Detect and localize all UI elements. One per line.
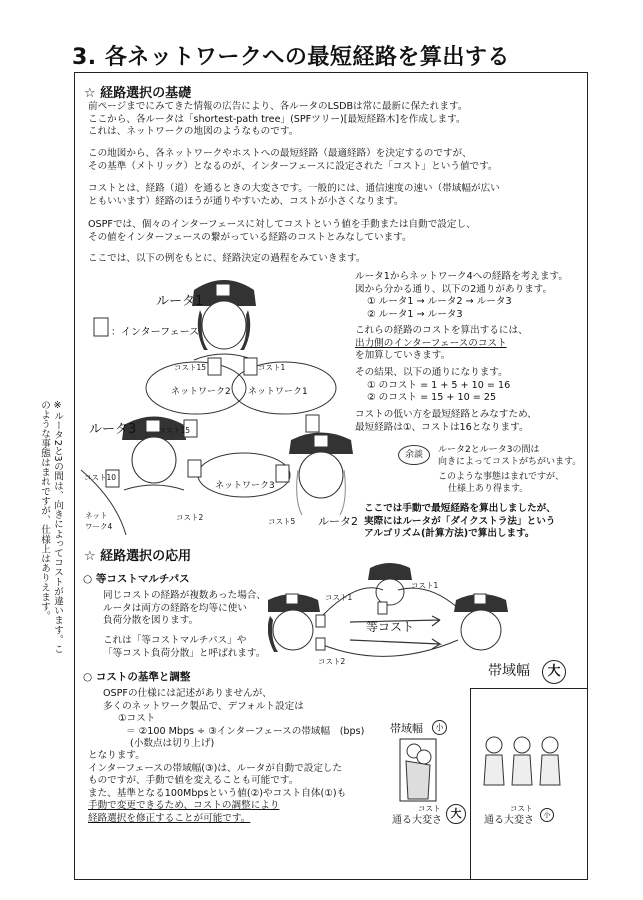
r1-interface-right	[244, 358, 257, 375]
r1-interface-left	[208, 358, 221, 375]
ecmp-cost-label-2: コスト2	[318, 657, 346, 666]
section1-heading: ☆ 経路選択の基礎	[84, 86, 192, 101]
section1-paragraph3: コストとは、経路（道）を通るときの大変さです。一般的には、通信速度の速い（帯域幅が広い ともいいます）経路のほうが通りやすいため、コストが小さくなります。	[88, 183, 500, 207]
explanation-intro: ルータ1からネットワーク4への経路を考えます。 図から分かる通り、以下の2通りがあります。 ① ルータ1 → ルータ2 → ルータ3 ② ルータ1 → ルータ3	[355, 271, 568, 320]
dijkstra-note: ここでは手動で最短経路を算出しましたが、 実際にはルータが「ダイクストラ法」という アルゴリズム(計算方法)で算出します。	[364, 503, 556, 539]
pass-difficulty-small-mark: 小	[540, 808, 554, 822]
ecmp-router-right	[454, 594, 508, 650]
section1-paragraph4: OSPFでは、個々のインターフェースに対してコストという値を手動または自動で設定し、 その値をインターフェースの繋がっている経路のコストとみなしています。	[88, 219, 476, 243]
pass-difficulty-large: 通る大変さ	[392, 815, 442, 826]
interface-legend: ：インターフェース	[111, 327, 200, 338]
section1-paragraph2: この地図から、各ネットワークやホストへの最短経路（最適経路）を決定するのですが、 その基準（メトリック）となるのが、インターフェースに設定された「コスト」という値です。	[88, 148, 498, 172]
cost-label-15b: コスト15	[158, 426, 191, 435]
bandwidth-large-label: 帯域幅	[488, 663, 530, 679]
side-note: ※ルータ2と3の間は、向きによってコストが違います。このような事態はまれですが、仕様上はありえます。	[39, 400, 63, 654]
ecmp-paragraph2: これは「等コストマルチパス」や 「等コスト負荷分散」と呼ばれます。	[103, 635, 266, 659]
r3-interface-right	[188, 460, 201, 477]
aside-handwritten-note: ルータ2とルータ3の間は 向きによってコストがちがいます。 このような事態はまれですが、 仕様上あり得ます。	[438, 445, 582, 494]
legend-interface-box	[94, 318, 108, 336]
ecmp-router-left	[268, 594, 320, 652]
cost-label-2: コスト2	[176, 513, 204, 522]
ecmp-iface-2	[316, 638, 325, 650]
ecmp-iface-1	[316, 615, 325, 627]
cost-basis-detail: となります。 インターフェースの帯域幅(③)は、ルータが自動で設定した ものですが、手動で値を変えることも可能です。 また、基準となる100Mbpsという値(②)やコスト自体(①)も 手動で変更できるため、コストの調整により 経路選択を修正することが可能です。	[88, 750, 347, 824]
explanation-result: その結果、以下の通りになります。 ① のコスト = 1 + 5 + 10 = 16 ② のコスト = 15 + 10 = 25	[355, 367, 511, 403]
cost-label-5: コスト5	[268, 517, 296, 526]
bandwidth-small-mark: 小	[432, 720, 447, 735]
narrow-person-2	[417, 750, 431, 764]
router3-label: ルータ3	[89, 422, 137, 437]
router2-character	[289, 433, 353, 516]
page-title: 3. 各ネットワークへの最短経路を算出する	[72, 45, 510, 70]
cost-basis-intro: OSPFの仕様には記述がありませんが、 多くのネットワーク製品で、デフォルト設定は	[103, 688, 304, 712]
ecmp-arrow-lower	[350, 639, 440, 649]
cost-ruby-2: コスト	[510, 804, 533, 813]
router1-label: ルータ1	[156, 294, 204, 309]
network4-label: ネット ワーク4	[85, 511, 113, 531]
wide-person-3	[542, 737, 558, 753]
r2-interface-left	[276, 465, 289, 482]
ecmp-illustration	[268, 560, 518, 670]
network3-label: ネットワーク3	[215, 481, 275, 491]
cost-label-15a: コスト15	[174, 363, 207, 372]
wide-person-2	[514, 737, 530, 753]
ecmp-path-upper-b	[398, 588, 458, 608]
pass-difficulty-small: 通る大変さ	[484, 815, 534, 826]
ecmp-heading: ○ 等コストマルチパス	[83, 573, 190, 585]
explanation-method: これらの経路のコストを算出するには、 出力側のインターフェースのコスト を加算していきます。	[355, 325, 528, 361]
ecmp-cost-label-1b: コスト1	[411, 581, 439, 590]
section1-paragraph5: ここでは、以下の例をもとに、経路決定の過程をみていきます。	[88, 253, 366, 264]
cost-formula: ①コスト ＝ ②100 Mbps ÷ ③インターフェースの帯域幅 (bps) (小数点は切り上げ)	[118, 713, 365, 749]
ecmp-router-top	[368, 563, 412, 605]
cost-label-1: コスト1	[258, 363, 286, 372]
bandwidth-large-mark: 大	[542, 660, 566, 684]
ecmp-iface-3	[378, 602, 387, 614]
bandwidth-small-label: 帯域幅	[390, 722, 423, 735]
bandwidth-people-illustration	[398, 735, 586, 805]
network2-label: ネットワーク2	[171, 387, 231, 397]
network1-label: ネットワーク1	[248, 387, 308, 397]
cost-ruby-1: コスト	[418, 804, 441, 813]
cost-basis-heading: ○ コストの基準と調整	[83, 671, 191, 683]
cost-label-10: コスト10	[84, 473, 117, 482]
wide-person-1	[486, 737, 502, 753]
section1-paragraph1: 前ページまでにみてきた情報の広告により、各ルータのLSDBは常に最新に保たれます。 ここから、各ルータは「shortest-path tree」(SPFツリー)[最短経路木]を作成します。 これは、ネットワークの地図のようなものです。	[88, 101, 468, 137]
pass-difficulty-large-mark: 大	[446, 804, 466, 824]
aside-badge: 余談	[398, 445, 430, 465]
ecmp-equal-cost-label: 等コスト	[366, 620, 415, 634]
ecmp-cost-label-1a: コスト1	[325, 593, 353, 602]
router2-label: ルータ2	[318, 515, 358, 528]
r2-interface-top	[306, 415, 319, 432]
network-diagram	[76, 270, 356, 535]
section2-heading: ☆ 経路選択の応用	[84, 549, 192, 564]
explanation-shortest: コストの低い方を最短経路とみなすため、 最短経路は①、コストは16となります。	[355, 409, 537, 433]
ecmp-paragraph1: 同じコストの経路が複数あった場合、 ルータは両方の経路を均等に使い 負荷分散を図ります。	[103, 590, 266, 626]
